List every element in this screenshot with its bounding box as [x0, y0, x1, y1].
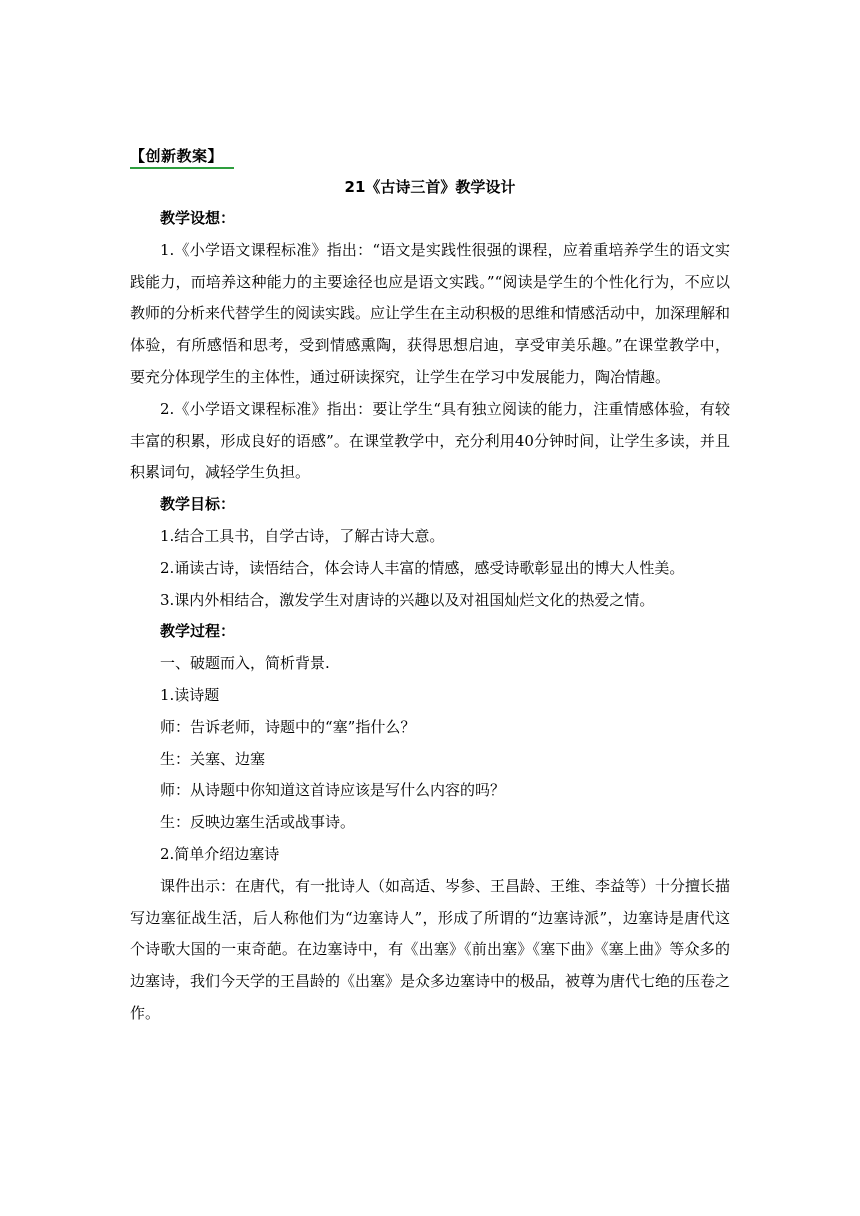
paragraph: 3.课内外相结合，激发学生对唐诗的兴趣以及对祖国灿烂文化的热爱之情。 — [160, 590, 655, 609]
document-body — [130, 203, 730, 1030]
document-title: 21《古诗三首》教学设计 — [344, 178, 516, 196]
paragraph: 1.《小学语文课程标准》指出：“语文是实践性很强的课程，应着重培养学生的语文实践能力，而培养这种能力的主要途径也应是语文实践。”“阅读是学生的个性化行为，不应以教师的分析来代替学生的阅读实践。应让学生在主动积极的思维和情感活动中，加深理解和体验，有所感悟和思考，受到情感熏陶，获得思想启迪，享受审美乐趣。”在课堂教学中，要充分体现学生的主体性，通过研读探究，让学生在学习中发展能力，陶冶情趣。 — [130, 240, 731, 386]
section-heading: 教学目标： — [160, 495, 236, 514]
tag-underline — [130, 167, 234, 169]
paragraph: 生：反映边塞生活或战事诗。 — [160, 813, 356, 832]
section-tag: 【创新教案】 — [130, 147, 224, 165]
paragraph: 生：关塞、边塞 — [160, 749, 266, 768]
paragraph: 课件出示：在唐代，有一批诗人（如高适、岑参、王昌龄、王维、李益等）十分擅长描写边塞征战生活，后人称他们为“边塞诗人”，形成了所谓的“边塞诗派”，边塞诗是唐代这个诗歌大国的一束奇葩。在边塞诗中，有《出塞》《前出塞》《塞下曲》《塞上曲》等众多的边塞诗，我们今天学的王昌龄的《出塞》是众多边塞诗中的极品，被尊为唐代七绝的压卷之作。 — [130, 876, 731, 1022]
paragraph: 2.《小学语文课程标准》指出：要让学生“具有独立阅读的能力，注重情感体验，有较丰富的积累，形成良好的语感”。在课堂教学中，充分利用40分钟时间，让学生多读，并且积累词句，减轻学生负担。 — [130, 399, 730, 482]
paragraph: 师：告诉老师，诗题中的“塞”指什么？ — [160, 717, 416, 736]
paragraph: 1.读诗题 — [160, 685, 220, 704]
paragraph: 一、破题而入，简析背景. — [160, 654, 330, 673]
paragraph: 2.简单介绍边塞诗 — [160, 844, 280, 863]
section-heading: 教学设想： — [160, 209, 236, 227]
paragraph: 师：从诗题中你知道这首诗应该是写什么内容的吗？ — [160, 781, 506, 800]
section-heading: 教学过程： — [160, 622, 236, 641]
paragraph: 2.诵读古诗，读悟结合，体会诗人丰富的情感，感受诗歌彰显出的博大人性美。 — [160, 558, 685, 577]
paragraph: 1.结合工具书，自学古诗，了解古诗大意。 — [160, 526, 445, 545]
